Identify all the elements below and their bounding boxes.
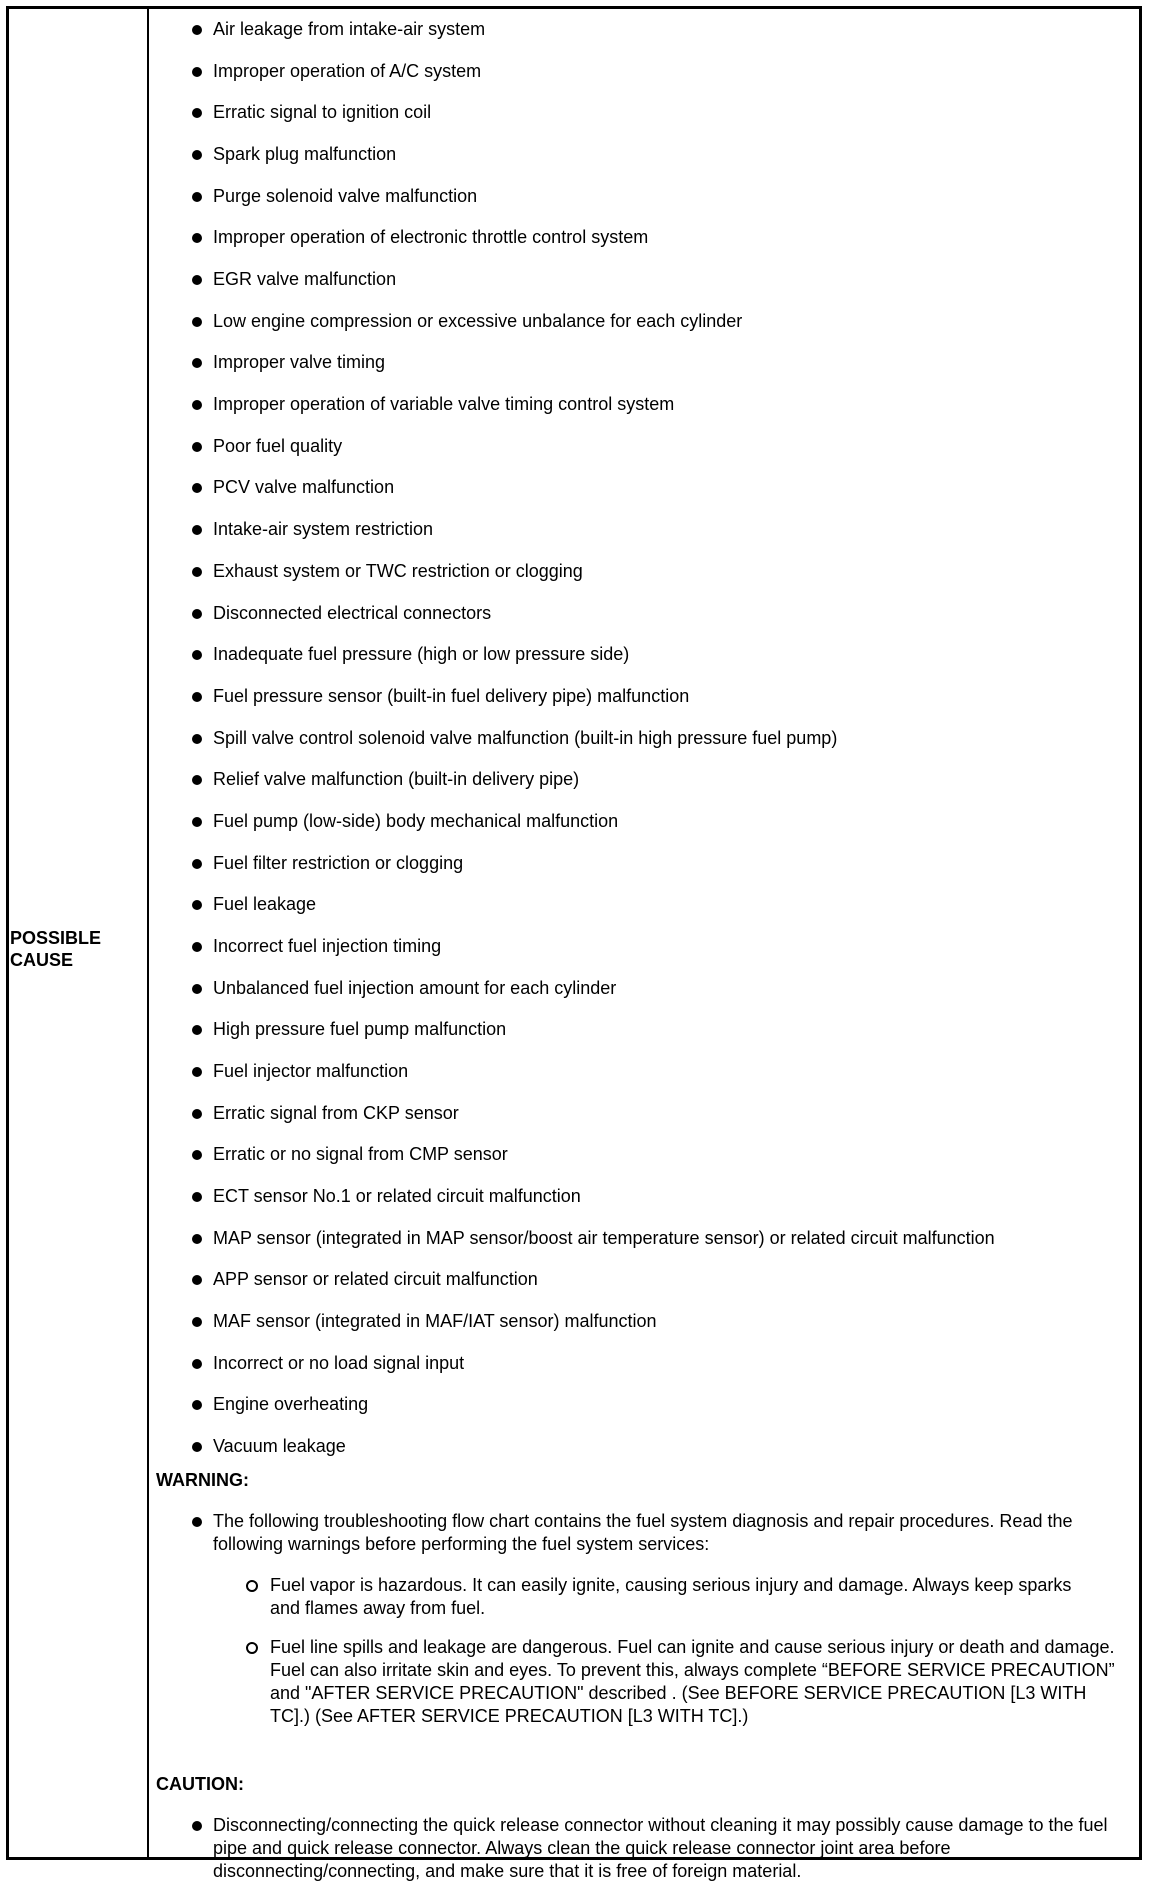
cause-text: Fuel leakage (213, 894, 317, 914)
bullet-icon (192, 108, 202, 118)
warning-sub-2 (148, 1636, 1123, 1752)
caution-text-block (148, 1814, 1123, 1884)
cause-item (148, 434, 1138, 458)
cause-text: Purge solenoid valve malfunction (213, 186, 478, 206)
warning-sub-1-text: Fuel vapor is hazardous. It can easily ignite, causing serious injury and damage. Always keep sparks and flames away from fuel. (270, 1575, 1072, 1618)
cause-text: Exhaust system or TWC restriction or clogging (213, 561, 583, 581)
caution-heading: CAUTION: (156, 1774, 244, 1794)
cause-text: High pressure fuel pump malfunction (213, 1019, 507, 1039)
bullet-icon (192, 859, 202, 869)
bullet-icon (192, 317, 202, 327)
bullet-icon (192, 1150, 202, 1160)
bullet-icon (192, 609, 202, 619)
bullet-icon (192, 1400, 202, 1410)
cause-item (148, 934, 1138, 958)
cause-text: Erratic or no signal from CMP sensor (213, 1144, 508, 1164)
cause-item (148, 475, 1138, 499)
bullet-icon (192, 1442, 202, 1452)
cause-item (148, 309, 1138, 333)
cause-text: Improper operation of A/C system (213, 61, 482, 81)
bullet-icon (192, 1517, 202, 1527)
bullet-icon (192, 1275, 202, 1285)
bullet-icon (192, 1109, 202, 1119)
cause-item (148, 350, 1138, 374)
cause-item (148, 1017, 1138, 1041)
cause-item (148, 1101, 1138, 1125)
cause-item (148, 851, 1138, 875)
cause-item (148, 559, 1138, 583)
bullet-icon (192, 1821, 202, 1831)
label-line-2: CAUSE (10, 950, 74, 970)
label-line-1: POSSIBLE (10, 928, 102, 948)
cause-text: Air leakage from intake-air system (213, 19, 486, 39)
bullet-icon (192, 1025, 202, 1035)
cause-text: Improper operation of electronic throttle control system (213, 227, 649, 247)
cause-text: Incorrect fuel injection timing (213, 936, 442, 956)
cause-text: Low engine compression or excessive unbalance for each cylinder (213, 311, 743, 331)
cause-item (148, 267, 1138, 291)
cause-item (148, 684, 1138, 708)
cause-text: Fuel injector malfunction (213, 1061, 409, 1081)
cause-text: MAP sensor (integrated in MAP sensor/boost air temperature sensor) or related circuit malfunction (213, 1228, 995, 1248)
cause-text: Relief valve malfunction (built-in delivery pipe) (213, 769, 580, 789)
warning-heading: WARNING: (156, 1470, 249, 1490)
bullet-icon (192, 1067, 202, 1077)
bullet-icon (192, 692, 202, 702)
cause-text: Engine overheating (213, 1394, 369, 1414)
bullet-icon (192, 567, 202, 577)
cause-item (148, 59, 1138, 83)
cause-text: Disconnected electrical connectors (213, 603, 492, 623)
cause-item (148, 1434, 1138, 1458)
cause-item (148, 17, 1138, 41)
cause-text: Erratic signal from CKP sensor (213, 1103, 459, 1123)
cause-text: Spill valve control solenoid valve malfunction (built-in high pressure fuel pump) (213, 728, 838, 748)
bullet-icon (192, 942, 202, 952)
bullet-icon (192, 525, 202, 535)
cause-text: Incorrect or no load signal input (213, 1353, 465, 1373)
warning-intro (148, 1510, 1123, 1558)
cause-text: Fuel filter restriction or clogging (213, 853, 464, 873)
cause-item (148, 100, 1138, 124)
cause-text: MAF sensor (integrated in MAF/IAT sensor) malfunction (213, 1311, 657, 1331)
cause-text: Fuel pump (low-side) body mechanical malfunction (213, 811, 619, 831)
cause-item (148, 892, 1138, 916)
circle-bullet-icon (246, 1642, 258, 1654)
bullet-icon (192, 775, 202, 785)
cause-item (148, 1392, 1138, 1416)
bullet-icon (192, 400, 202, 410)
bullet-icon (192, 817, 202, 827)
cause-item (148, 225, 1138, 249)
bullet-icon (192, 358, 202, 368)
cause-text: Inadequate fuel pressure (high or low pressure side) (213, 644, 630, 664)
cause-text: Poor fuel quality (213, 436, 343, 456)
bullet-icon (192, 233, 202, 243)
cause-item (148, 601, 1138, 625)
bullet-icon (192, 25, 202, 35)
cause-item (148, 726, 1138, 750)
bullet-icon (192, 192, 202, 202)
bullet-icon (192, 1317, 202, 1327)
bullet-icon (192, 275, 202, 285)
possible-cause-label (10, 927, 140, 971)
cause-item (148, 142, 1138, 166)
circle-bullet-icon (246, 1580, 258, 1592)
cause-item (148, 1184, 1138, 1208)
cause-text: Fuel pressure sensor (built-in fuel delivery pipe) malfunction (213, 686, 690, 706)
cause-text: Vacuum leakage (213, 1436, 346, 1456)
bullet-icon (192, 67, 202, 77)
cause-item (148, 184, 1138, 208)
cause-item (148, 1142, 1138, 1166)
cause-text: EGR valve malfunction (213, 269, 397, 289)
cause-text: Improper valve timing (213, 352, 386, 372)
cause-text: APP sensor or related circuit malfunction (213, 1269, 538, 1289)
bullet-icon (192, 650, 202, 660)
bullet-icon (192, 1192, 202, 1202)
cause-item (148, 976, 1138, 1000)
cause-text: ECT sensor No.1 or related circuit malfunction (213, 1186, 581, 1206)
cause-item (148, 1351, 1138, 1375)
caution-text: Disconnecting/connecting the quick release connector without cleaning it may possibly cause damage to the fuel pipe and quick release connector. Always clean the quick release connector joint area before disconnecting/connecting, and make sure that it is free of foreign material. (213, 1815, 1108, 1881)
bullet-icon (192, 900, 202, 910)
cause-text: Erratic signal to ignition coil (213, 102, 432, 122)
warning-intro-text: The following troubleshooting flow chart contains the fuel system diagnosis and repair procedures. Read the following warnings before performing the fuel system services: (213, 1511, 1073, 1554)
cause-item (148, 642, 1138, 666)
cause-item (148, 767, 1138, 791)
cause-item (148, 1267, 1138, 1291)
bullet-icon (192, 734, 202, 744)
bullet-icon (192, 483, 202, 493)
cause-text: PCV valve malfunction (213, 477, 395, 497)
cause-item (148, 392, 1138, 416)
cause-item (148, 1226, 1138, 1250)
cause-text: Intake-air system restriction (213, 519, 434, 539)
cause-item (148, 1059, 1138, 1083)
warning-sub-1 (148, 1574, 1123, 1622)
cause-item (148, 809, 1138, 833)
bullet-icon (192, 1359, 202, 1369)
cause-text: Spark plug malfunction (213, 144, 397, 164)
cause-text: Unbalanced fuel injection amount for each cylinder (213, 978, 617, 998)
cause-text: Improper operation of variable valve timing control system (213, 394, 675, 414)
cause-item (148, 517, 1138, 541)
warning-sub-2-text: Fuel line spills and leakage are dangerous. Fuel can ignite and cause serious injury or death and damage. Fuel can also irritate skin and eyes. To prevent this, always complete “BEFORE SERVICE PRECAUTION” and "AFTER SERVICE PRECAUTION" described . (See BEFORE SERVICE PRECAUTION [L3 WITH TC].) (See AFTER SERVICE PRECAUTION [L3 WITH TC].) (270, 1637, 1115, 1726)
bullet-icon (192, 984, 202, 994)
bullet-icon (192, 150, 202, 160)
bullet-icon (192, 442, 202, 452)
cause-item (148, 1309, 1138, 1333)
bullet-icon (192, 1234, 202, 1244)
